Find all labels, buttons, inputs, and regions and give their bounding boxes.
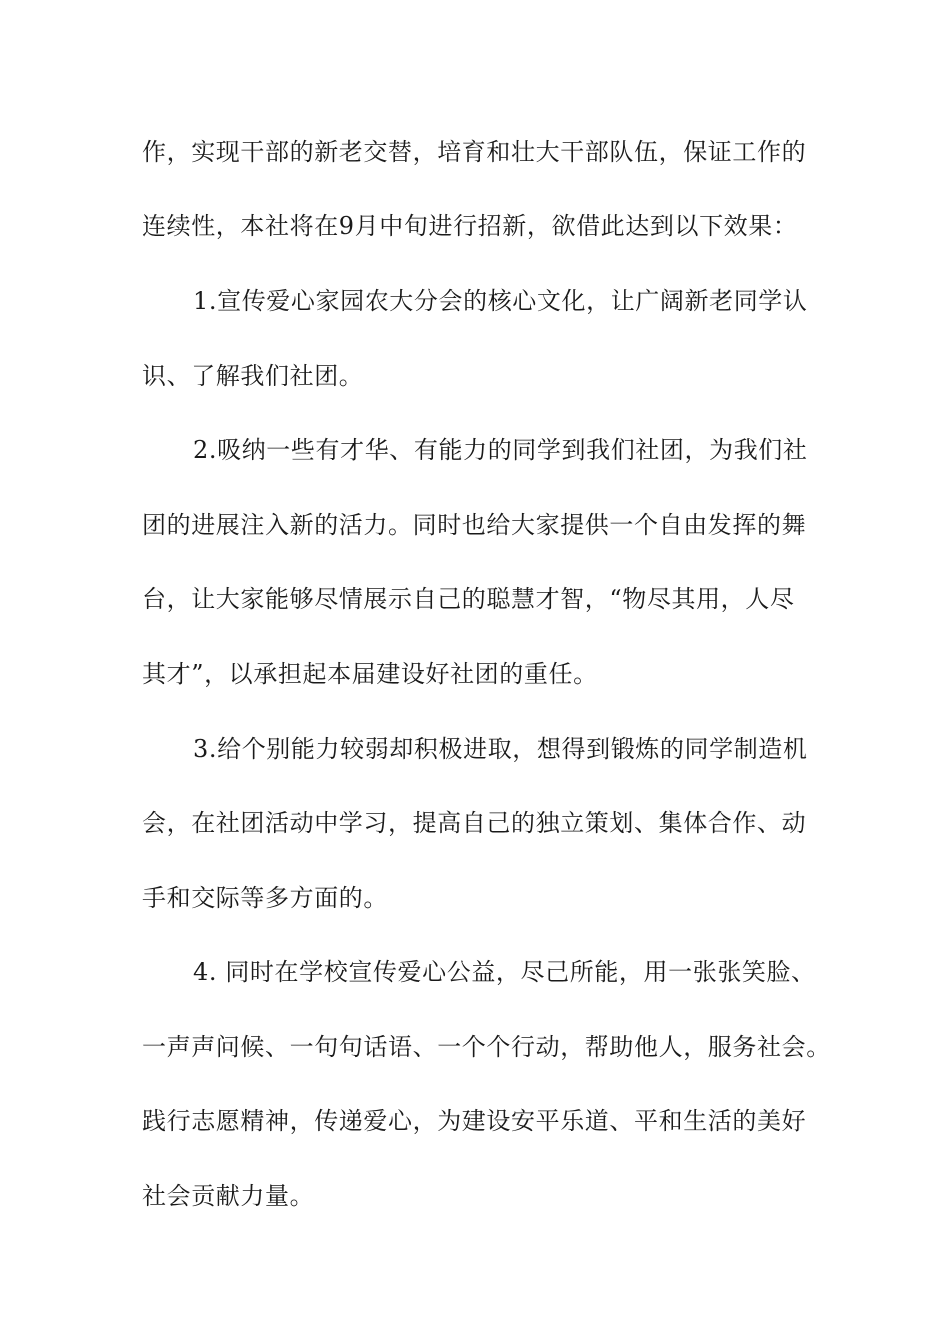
paragraph-4-start: 4. 同时在学校宣传爱心公益，尽己所能，用一张张笑脸、 bbox=[193, 958, 816, 986]
text-line: 社会贡献力量。 bbox=[142, 1182, 315, 1210]
paragraph-2-start: 2.吸纳一些有才华、有能力的同学到我们社团，为我们社 bbox=[193, 436, 808, 464]
paragraph-3-start: 3.给个别能力较弱却积极进取，想得到锻炼的同学制造机 bbox=[193, 735, 808, 763]
text-line: 手和交际等多方面的。 bbox=[142, 884, 388, 912]
text-line: 作，实现干部的新老交替，培育和壮大干部队伍，保证工作的 bbox=[142, 138, 807, 166]
text-line: 识、了解我们社团。 bbox=[142, 362, 364, 390]
text-line: 一声声问候、一句句话语、一个个行动，帮助他人，服务社会。 bbox=[142, 1033, 831, 1061]
text-line: 其才”，以承担起本届建设好社团的重任。 bbox=[142, 660, 598, 688]
text-line: 会，在社团活动中学习，提高自己的独立策划、集体合作、动 bbox=[142, 809, 807, 837]
text-line: 践行志愿精神，传递爱心，为建设安平乐道、平和生活的美好 bbox=[142, 1107, 807, 1135]
paragraph-1-start: 1.宣传爱心家园农大分会的核心文化，让广阔新老同学认 bbox=[193, 287, 808, 315]
text-line: 连续性，本社将在9月中旬进行招新，欲借此达到以下效果： bbox=[142, 212, 798, 240]
text-line: 台，让大家能够尽情展示自己的聪慧才智，“物尽其用，人尽 bbox=[142, 585, 795, 613]
text-line: 团的进展注入新的活力。同时也给大家提供一个自由发挥的舞 bbox=[142, 511, 807, 539]
